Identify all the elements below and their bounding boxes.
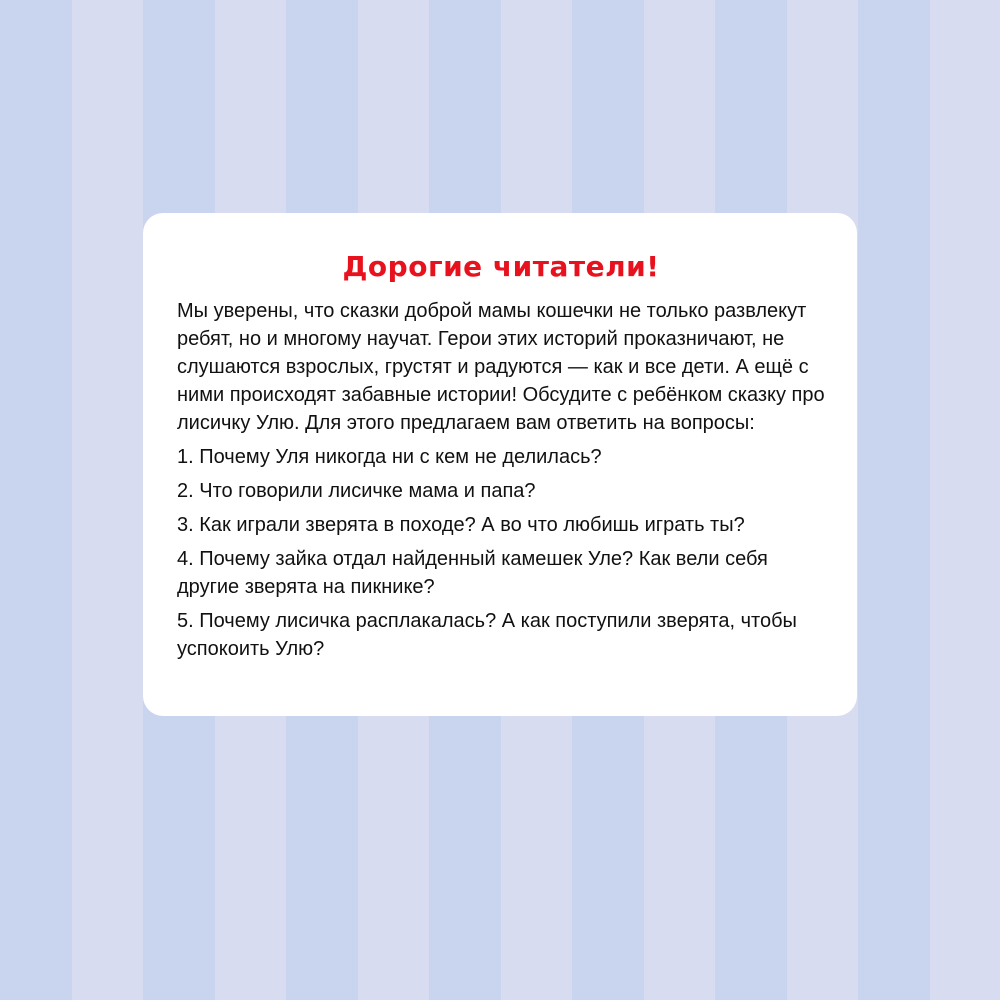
question-item: 1. Почему Уля никогда ни с кем не делилась? — [177, 446, 602, 468]
questions-list — [177, 443, 825, 663]
intro-paragraph: Мы уверены, что сказки доброй мамы кошечки не только развлекут ребят, но и многому научат. Герои этих историй проказничают, не слушаются взрослых, грустят и радуются — как и все дети. А ещё с ними происходят забавные истории! Обсудите с ребёнком сказку про лисичку Улю. Для этого предлагаем вам ответить на вопросы: — [177, 300, 825, 434]
question-item: 5. Почему лисичка расплакалась? А как поступили зверята, чтобы успокоить Улю? — [177, 610, 797, 660]
question-item: 2. Что говорили лисичке мама и папа? — [177, 480, 536, 502]
question-item: 4. Почему зайка отдал найденный камешек Уле? Как вели себя другие зверята на пикнике? — [177, 548, 768, 598]
readers-note-card — [143, 213, 857, 716]
question-item: 3. Как играли зверята в походе? А во что любишь играть ты? — [177, 514, 745, 536]
card-title: Дорогие читатели! — [342, 250, 660, 283]
